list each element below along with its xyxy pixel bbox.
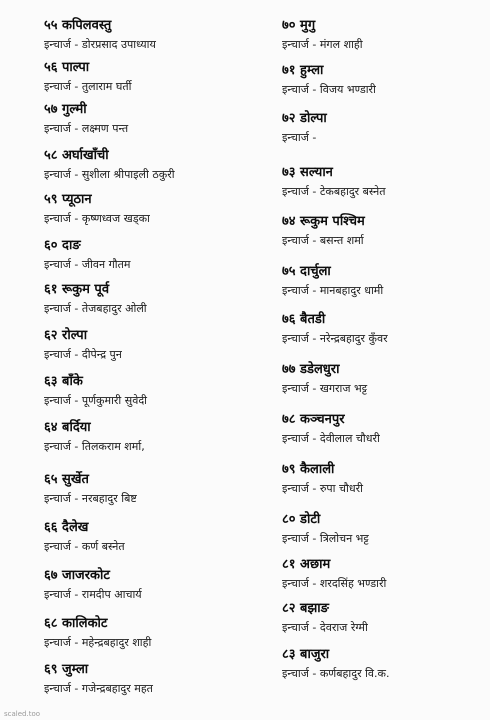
district-name: ७१ हुम्ला (282, 63, 324, 78)
incharge-name: इन्चार्ज - कृष्णध्वज खड्का (44, 212, 150, 225)
incharge-name: इन्चार्ज - दीपेन्द्र पुन (44, 348, 122, 361)
incharge-name: इन्चार्ज - खगराज भट्ट (282, 382, 368, 395)
district-name: ७२ डोल्पा (282, 111, 327, 126)
incharge-name: इन्चार्ज - टेकबहादुर बस्नेत (282, 185, 386, 198)
list-item (282, 361, 490, 397)
incharge-name: इन्चार्ज - देवीलाल चौधरी (282, 432, 380, 445)
footer-watermark: scaled.too (4, 710, 41, 718)
list-item (44, 567, 274, 603)
list-item (44, 237, 274, 273)
incharge-name: इन्चार्ज - देवराज रेग्मी (282, 621, 368, 634)
list-item (44, 281, 274, 317)
list-item (282, 311, 490, 347)
incharge-name: इन्चार्ज - तुलाराम घर्ती (44, 80, 132, 93)
incharge-name: इन्चार्ज - त्रिलोचन भट्ट (282, 532, 369, 545)
incharge-name: इन्चार्ज - कर्णबहादुर वि.क. (282, 667, 390, 680)
list-item (44, 373, 274, 409)
list-item (282, 164, 490, 200)
list-item (44, 419, 274, 455)
list-item (282, 511, 490, 547)
district-name: ६५ सुर्खेत (44, 472, 89, 487)
incharge-name: इन्चार्ज - रुपा चौधरी (282, 482, 363, 495)
incharge-name: इन्चार्ज - गजेन्द्रबहादुर महत (44, 682, 153, 695)
district-name: ६१ रूकुम पूर्व (44, 282, 110, 297)
district-name: ६३ बाँके (44, 374, 83, 389)
district-name: ६८ कालिकोट (44, 616, 108, 631)
list-item (282, 62, 490, 98)
list-item (282, 411, 490, 447)
incharge-name: इन्चार्ज - कर्ण बस्नेत (44, 540, 125, 553)
district-name: ५९ प्यूठान (44, 192, 92, 207)
district-name: ६२ रोल्पा (44, 328, 88, 343)
incharge-name: इन्चार्ज - तिलकराम शर्मा, (44, 440, 145, 453)
incharge-name: इन्चार्ज - विजय भण्डारी (282, 83, 376, 96)
district-name: ७५ दार्चुला (282, 264, 331, 279)
incharge-name: इन्चार्ज - शरदसिंह भण्डारी (282, 577, 387, 590)
district-name: ६६ दैलेख (44, 520, 89, 535)
district-name: ७० मुगु (282, 18, 316, 33)
district-name: ८० डोटी (282, 512, 321, 527)
list-item (282, 110, 490, 146)
list-item (282, 213, 490, 249)
list-item (44, 17, 274, 53)
list-item (44, 147, 274, 183)
district-name: ६९ जुम्ला (44, 662, 89, 677)
incharge-name: इन्चार्ज - बसन्त शर्मा (282, 234, 364, 247)
district-name: ८१ अछाम (282, 557, 331, 572)
district-name: ६७ जाजरकोट (44, 568, 110, 583)
incharge-name: इन्चार्ज - (282, 131, 317, 144)
incharge-name: इन्चार्ज - डोरप्रसाद उपाध्याय (44, 38, 156, 51)
list-item (44, 615, 274, 651)
incharge-name: इन्चार्ज - मंगल शाही (282, 38, 363, 51)
incharge-name: इन्चार्ज - नरबहादुर बिष्ट (44, 492, 137, 505)
district-name: ६० दाङ (44, 238, 81, 253)
district-name: ५७ गुल्मी (44, 102, 87, 117)
list-item (44, 101, 274, 137)
list-item (44, 471, 274, 507)
incharge-name: इन्चार्ज - पूर्णकुमारी सुवेदी (44, 394, 148, 407)
incharge-name: इन्चार्ज - मानबहादुर धामी (282, 284, 384, 297)
district-name: ७८ कञ्चनपुर (282, 412, 345, 427)
list-item (282, 263, 490, 299)
district-name: ७३ सल्यान (282, 165, 333, 180)
district-name: ६४ बर्दिया (44, 420, 91, 435)
list-item (282, 646, 490, 682)
incharge-name: इन्चार्ज - जीवन गौतम (44, 258, 131, 271)
list-item (282, 556, 490, 592)
incharge-name: इन्चार्ज - महेन्द्रबहादुर शाही (44, 636, 152, 649)
incharge-name: इन्चार्ज - रामदीप आचार्य (44, 588, 142, 601)
list-item (44, 59, 274, 95)
district-name: ५६ पाल्पा (44, 60, 90, 75)
list-item (44, 191, 274, 227)
district-name: ७६ बैतडी (282, 312, 326, 327)
district-name: ५८ अर्घाखाँची (44, 148, 109, 163)
list-item (44, 327, 274, 363)
district-name: ५५ कपिलवस्तु (44, 18, 112, 33)
list-item (44, 519, 274, 555)
district-name: ७९ कैलाली (282, 462, 335, 477)
district-name: ८३ बाजुरा (282, 647, 330, 662)
district-name: ७७ डडेलधुरा (282, 362, 340, 377)
list-item (282, 461, 490, 497)
list-item (282, 600, 490, 636)
incharge-name: इन्चार्ज - तेजबहादुर ओली (44, 302, 147, 315)
incharge-name: इन्चार्ज - सुशीला श्रीपाइली ठकुरी (44, 168, 175, 181)
district-name: ७४ रूकुम पश्चिम (282, 214, 365, 229)
incharge-name: इन्चार्ज - लक्ष्मण पन्त (44, 122, 129, 135)
list-item (282, 17, 490, 53)
list-item (44, 661, 274, 697)
incharge-name: इन्चार्ज - नरेन्द्रबहादुर कुँवर (282, 332, 388, 345)
district-name: ८२ बझाङ (282, 601, 329, 616)
